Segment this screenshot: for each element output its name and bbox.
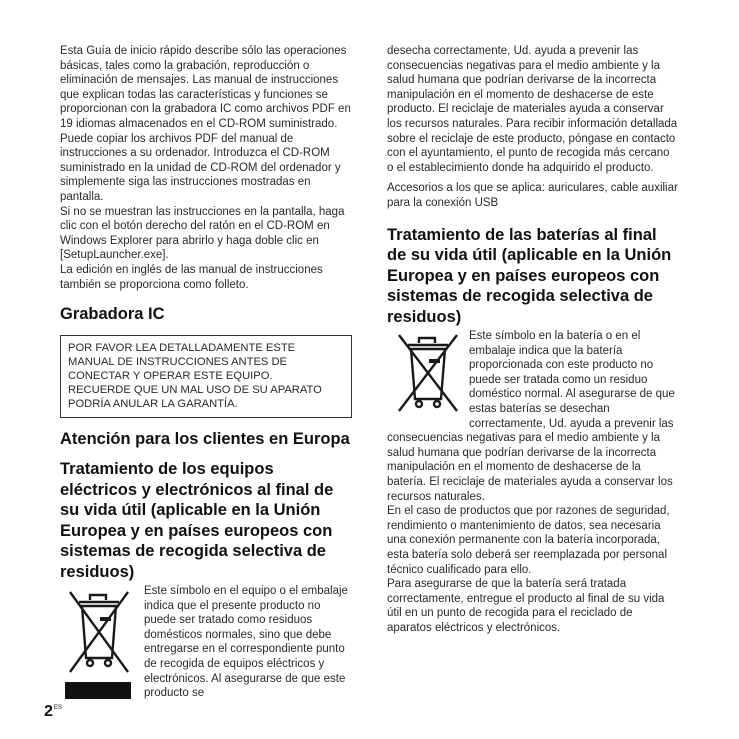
heading-battery: Tratamiento de las baterías al final de su vida útil (aplicable en la Unión Europea y en países europeos con sistemas de recogida selectiva de residuos) xyxy=(387,225,672,326)
crossed-out-bin-icon xyxy=(60,584,138,680)
accessories-text: Accesorios a los que se aplica: auriculares, cable auxiliar para la conexión USB xyxy=(387,182,678,209)
intro-paragraph-4: La edición en inglés de las manual de instrucciones también se proporciona como folleto. xyxy=(60,263,323,291)
warning-line-1: POR FAVOR LEA DETALLADAMENTE ESTE MANUAL DE INSTRUCCIONES ANTES DE CONECTAR Y OPERAR ESTE EQUIPO. xyxy=(68,341,296,382)
warning-line-2: RECUERDE QUE UN MAL USO DE SU APARATO PODRÍA ANULAR LA GARANTÍA. xyxy=(68,383,322,410)
intro-paragraph-3: Si no se muestran las instrucciones en la pantalla, haga clic con el botón derecho del ratón en el CD-ROM en Windows Explorer para abrirlo y haga doble clic en [SetupLauncher.exe]. xyxy=(60,205,345,262)
heading-weee: Tratamiento de los equipos eléctricos y electrónicos al final de su vida útil (aplicable en la Unión Europea y en países europeos con sistemas de recogida selectiva de residuos) xyxy=(60,460,334,581)
battery-paragraph-2: Para asegurarse de que la batería será tratada correctamente, entregue el producto al final de su vida útil en un punto de recogida para el reciclado de aparatos eléctricos y electrónicos. xyxy=(387,578,665,634)
black-bar-mark xyxy=(65,682,131,699)
intro-paragraph-1: Esta Guía de inicio rápido describe sólo las operaciones básicas, tales como la grabación, reproducción o eliminación de mensajes. Las manual de instrucciones que explican todas las características y funciones se proporcionan con la grabadora IC como archivos PDF en 19 idiomas almacenados en el CD-ROM suministrado. xyxy=(60,45,351,130)
language-code: ES xyxy=(53,705,62,711)
crossed-out-battery-bin-icon xyxy=(387,329,467,415)
page-number-value: 2 xyxy=(44,703,53,720)
intro-paragraph-2: Puede copiar los archivos PDF del manual de instrucciones a su ordenador. Introduzca el CD-ROM suministrado en la unidad de CD-ROM del ordenador y simplemente siga las instrucciones mostradas en pantalla. xyxy=(60,132,341,203)
battery-symbol-block xyxy=(387,329,679,504)
weee-symbol xyxy=(60,584,138,700)
battery-paragraph-1: En el caso de productos que por razones de seguridad, rendimiento o mantenimiento de datos, sea necesaria una conexión permanente con la batería incorporada, esta batería solo deberá ser reemplazada por personal técnico cualificado para ello. xyxy=(387,505,670,576)
warning-box xyxy=(60,335,352,418)
battery-symbol xyxy=(387,329,467,417)
weee-symbol-block xyxy=(60,584,352,701)
heading-europe: Atención para los clientes en Europa xyxy=(60,429,350,448)
intro-text xyxy=(60,44,352,292)
left-column xyxy=(60,44,352,701)
heading-recorder: Grabadora IC xyxy=(60,305,165,324)
weee-continued-text: desecha correctamente, Ud. ayuda a prevenir las consecuencias negativas para el medio ambiente y la salud humana que podrían derivarse de la incorrecta manipulación en el momento de deshacerse de este producto. El reciclaje de materiales ayuda a conservar los recursos naturales. Para recibir información detallada sobre el reciclaje de este producto, póngase en contacto con el ayuntamiento, el punto de recogida más cercano o el establecimiento donde ha adquirido el producto. xyxy=(387,45,678,174)
page-number xyxy=(44,703,62,721)
battery-text: Este símbolo en la batería o en el embalaje indica que la batería proporcionada con este producto no puede ser tratada como un residuo doméstico normal. Al asegurarse de que estas baterías se desechan correctamente, Ud. ayuda a prevenir las consecuencias negativas para el medio ambiente y la salud humana que podrían derivarse de la incorrecta manipulación en el momento de deshacerse de la batería. El reciclaje de materiales ayuda a conservar los recursos naturales. xyxy=(387,330,675,503)
right-column xyxy=(387,44,679,636)
weee-text: Este símbolo en el equipo o el embalaje indica que el presente producto no puede ser tratado como residuos domésticos normales, sino que debe entregarse en el correspondiente punto de recogida de equipos eléctricos y electrónicos. Al asegurarse de que este producto se xyxy=(144,585,348,700)
